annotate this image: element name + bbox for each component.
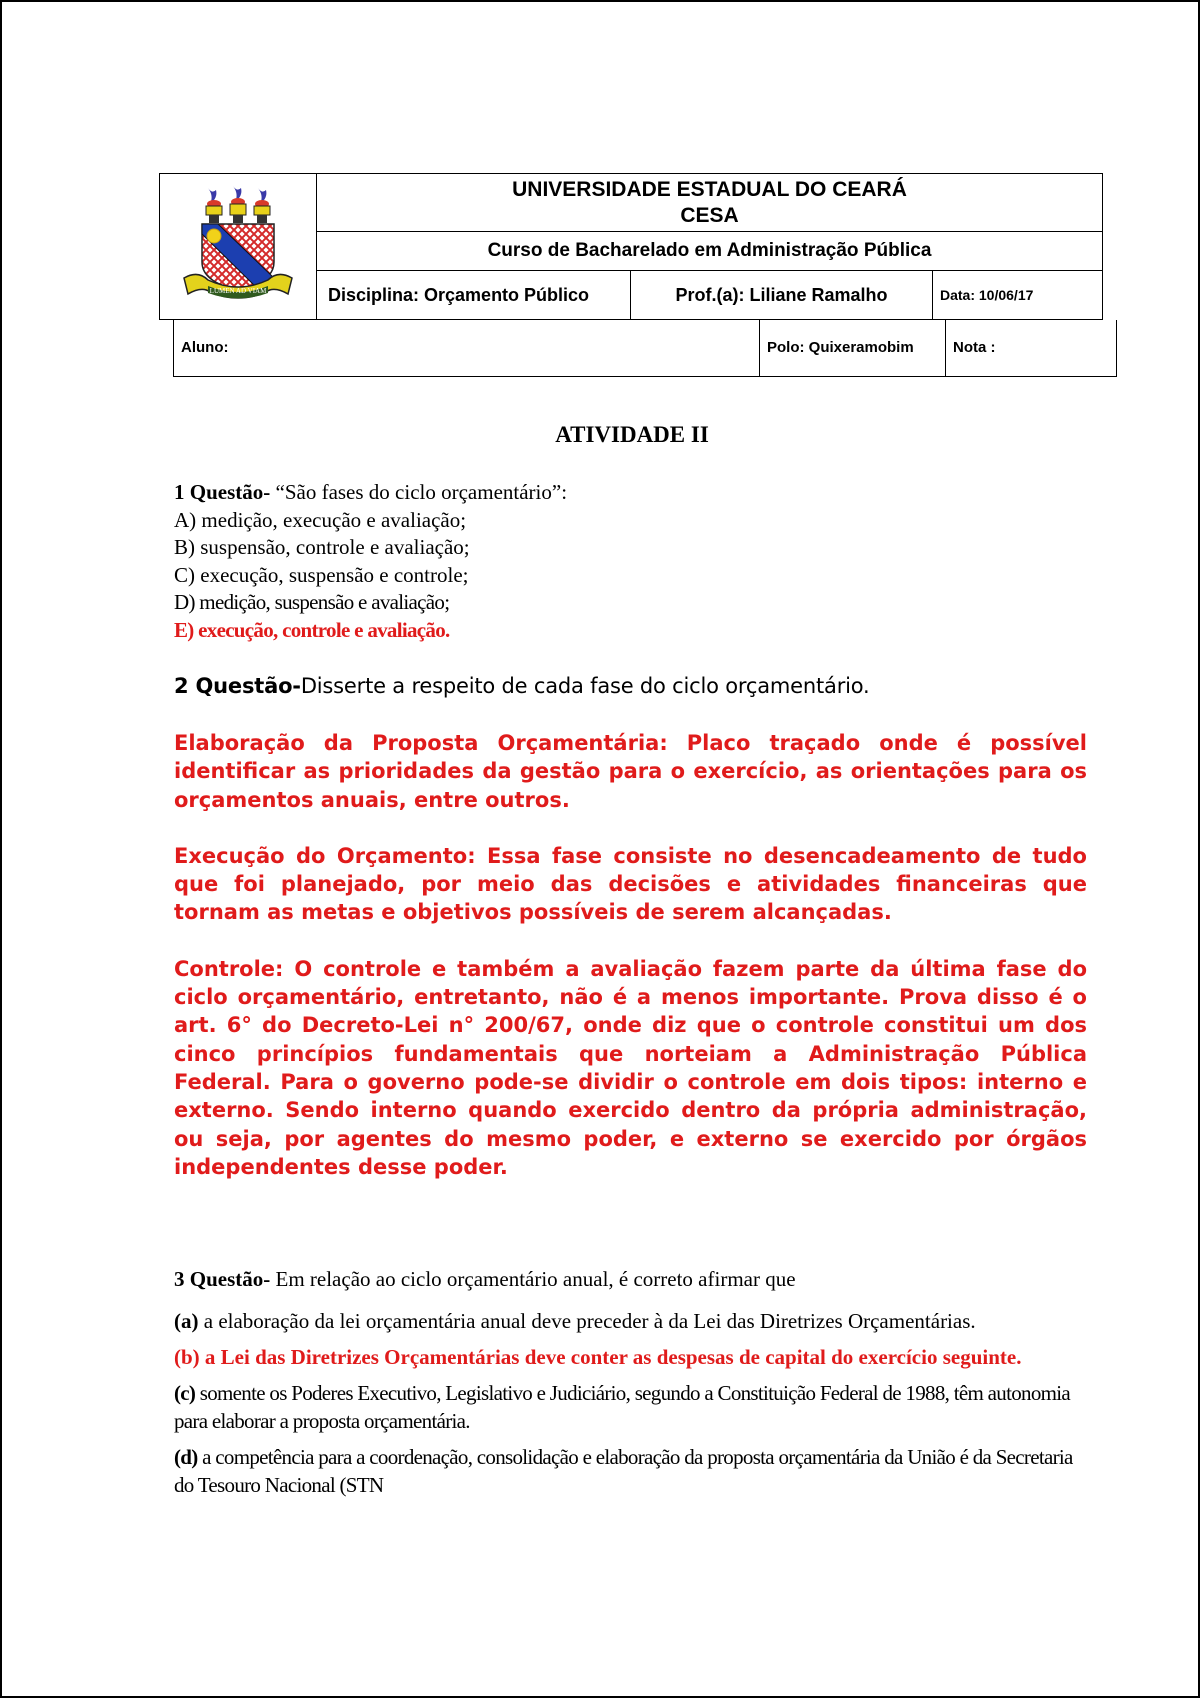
option-letter: (c) — [174, 1381, 196, 1405]
institution-cell — [317, 174, 1102, 232]
grade-field[interactable] — [946, 320, 1116, 376]
option-text: a elaboração da lei orçamentária anual deve preceder à da Lei das Diretrizes Orçamentárias. — [198, 1309, 976, 1333]
option-letter: (b) — [174, 1345, 200, 1369]
course-details-row — [317, 271, 1102, 319]
option-b: B) suspensão, controle e avaliação; — [174, 535, 470, 559]
question-2-text: Disserte a respeito de cada fase do ciclo orçamentário. — [300, 674, 870, 698]
student-label: Aluno: — [181, 339, 229, 356]
question-3 — [174, 1265, 1074, 1507]
university-name: UNIVERSIDADE ESTADUAL DO CEARÁ — [512, 178, 907, 201]
logo-cell — [160, 174, 317, 319]
professor-label: Prof.(a): Liliane Ramalho — [631, 271, 933, 319]
option-letter: (a) — [174, 1309, 199, 1333]
question-2-answers — [174, 729, 1087, 1209]
option-text: a competência para a coordenação, consolidação e elaboração da proposta orçamentária da União é da Secretaria do Tesouro Nacional (STN — [174, 1445, 1073, 1497]
option-c — [174, 1379, 1074, 1435]
course-name: Curso de Bacharelado em Administração Pública — [317, 232, 1102, 271]
grade-label: Nota : — [953, 339, 996, 356]
question-3-prompt — [174, 1265, 1074, 1293]
activity-title: ATIVIDADE II — [555, 422, 709, 447]
center-name: CESA — [680, 204, 739, 227]
question-2-label: 2 Questão- — [174, 674, 301, 698]
option-b-correct — [174, 1343, 1074, 1371]
option-d: D) medição, suspensão e avaliação; — [174, 590, 450, 614]
student-name-field[interactable] — [174, 320, 760, 376]
option-text: a Lei das Diretrizes Orçamentárias deve conter as despesas de capital do exercício seguinte. — [199, 1345, 1022, 1369]
question-3-label: 3 Questão- — [174, 1267, 271, 1291]
answer-controle: Controle: O controle e também a avaliação fazem parte da última fase do ciclo orçamentário, entretanto, não é a menos importante. Prova disso é o art. 6° do Decreto-Lei n° 200/67, onde diz que o controle constitui um dos cinco princípios fundamentais que norteiam a Administração Pública Federal. Para o governo pode-se dividir o controle em dois tipos: interno e externo. Sendo interno quando exercido dentro da própria administração, ou seja, por agentes do mesmo poder, e externo se exercido por órgãos independentes desse poder. — [174, 956, 1087, 1179]
date-label: Data: 10/06/17 — [940, 287, 1034, 303]
question-2-prompt — [174, 674, 870, 698]
header-table — [159, 173, 1103, 320]
question-3-text: Em relação ao ciclo orçamentário anual, é correto afirmar que — [270, 1267, 796, 1291]
polo-label: Polo: Quixeramobim — [760, 320, 946, 376]
option-letter: (d) — [174, 1445, 198, 1469]
question-1-prompt — [174, 479, 567, 507]
question-1 — [174, 479, 567, 644]
option-e-correct: E) execução, controle e avaliação. — [174, 617, 450, 642]
option-d — [174, 1443, 1074, 1499]
logo-motto: LUMEN AD VIAM — [209, 287, 267, 295]
question-1-label: 1 Questão- — [174, 480, 271, 504]
answer-execucao: Execução do Orçamento: Essa fase consiste no desencadeamento de tudo que foi planejado, por meio das decisões e atividades financeiras que tornam as metas e objetivos possíveis de serem alcançadas. — [174, 843, 1087, 925]
option-a: A) medição, execução e avaliação; — [174, 507, 467, 532]
option-a — [174, 1307, 1074, 1335]
question-1-text: “São fases do ciclo orçamentário”: — [270, 480, 568, 504]
option-text: somente os Poderes Executivo, Legislativo e Judiciário, segundo a Constituição Federal de 1988, têm autonomia para elaborar a proposta orçamentária. — [174, 1381, 1071, 1433]
discipline-label: Disciplina: Orçamento Público — [317, 271, 631, 319]
university-crest-icon — [178, 182, 298, 302]
student-info-row — [173, 320, 1117, 377]
answer-elaboracao: Elaboração da Proposta Orçamentária: Placo traçado onde é possível identificar as prioridades da gestão para o exercício, as orientações para os orçamentos anuais, entre outros. — [174, 731, 1087, 812]
option-c: C) execução, suspensão e controle; — [174, 562, 469, 587]
